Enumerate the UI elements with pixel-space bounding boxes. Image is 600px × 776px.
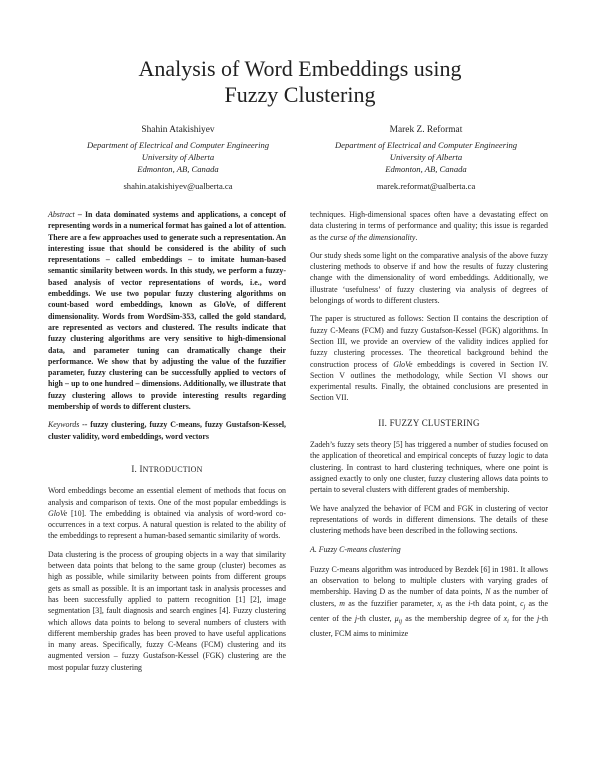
keywords-label: Keywords <box>48 420 80 430</box>
math-var: c <box>520 598 524 608</box>
text-run: as the membership degree of <box>402 613 504 623</box>
math-var: j <box>354 613 358 623</box>
math-subscript: i <box>507 618 509 625</box>
text-run: embeddings is covered in Section IV. Section V outlines the methodology, while Section VI shows our experimental results. Finally, the obtained conclusions are presented in Section VII. <box>310 359 548 403</box>
author-email[interactable]: marek.reformat@ualberta.ca <box>376 181 476 191</box>
math-subscript: ij <box>398 618 403 625</box>
text-emphasis: GloVe <box>393 359 413 369</box>
right-paragraph-4: Zadeh’s fuzzy sets theory [5] has triggered a number of studies focused on the application of theoretical and empirical concepts of fuzzy logic to data clustering. In contrast to hard clustering techniques, where one point is assigned exactly to only one cluster, fuzzy clustering allows data points to pertain to several clusters with different grades of membership. <box>310 440 548 495</box>
math-var: N <box>485 587 491 597</box>
author-city: Edmonton, AB, Canada <box>385 164 467 174</box>
text-run: Fuzzy C-means algorithm was introduced by Bezdek [6] in 1981. It allows an observation to belong to multiple clusters with varying grades of membership. Having D as the number of data points, <box>310 564 548 597</box>
text-run: as the center of the <box>310 598 548 623</box>
text-run: as the fuzzifier parameter, <box>345 598 438 608</box>
text-emphasis: GloVe <box>48 508 68 518</box>
text-run: [10]. The embedding is obtained via analysis of word-word co-occurrences in a text corpus. A natural question is related to the ability of the embeddings to represent a human-based semantic similarity of words. <box>48 508 286 541</box>
text-run: as the number of clusters, <box>310 587 548 608</box>
right-paragraph-6 <box>310 564 548 640</box>
author-city: Edmonton, AB, Canada <box>137 164 219 174</box>
right-paragraph-5: We have analyzed the behavior of FCM and FGK in clustering of vector representations of words in different dimensions. The details of these clustering methods have been described in the following sections. <box>310 503 548 536</box>
math-subscript: j <box>523 603 526 610</box>
author-department: Department of Electrical and Computer Engineering <box>334 140 518 150</box>
author-name: Marek Z. Reformat <box>389 125 463 135</box>
section-heading-rest: NTRODUCTION <box>142 464 203 474</box>
abstract-label: Abstract <box>48 210 75 219</box>
text-emphasis: curse of the dimensionality <box>330 232 416 242</box>
math-var: μ <box>394 613 399 623</box>
author-email[interactable]: shahin.atakishiyev@ualberta.ca <box>123 181 233 191</box>
text-run: -th cluster, FCM aims to minimize <box>310 613 549 639</box>
author-university: University of Alberta <box>141 152 215 162</box>
right-paragraph-3 <box>310 313 548 403</box>
section-heading-initial: I <box>139 463 143 474</box>
math-var: x <box>503 613 508 623</box>
section-numeral: I. <box>131 463 137 474</box>
text-run: -th cluster, <box>357 613 395 623</box>
abstract-text: – In data dominated systems and applications, a concept of representing words in a numerical format has gained a lot of attention. There are a few approaches used to generate such a representation. An interesting issue that should be considered is the ability of such representations – called embeddings – to imitate human-based semantic similarity between words. In this study, we perform a fuzzy-based analysis of vector representations of words, i.e., word embeddings. We use two popular fuzzy clustering algorithms on count-based word embeddings, known as GloVe, of different dimensionality. Words from WordSim-353, called the gold standard, are represented as vectors and clustered. The results indicate that fuzzy clustering algorithms are very sensitive to high-dimensional data, and parameter tuning can dramatically change their performance. We show that by adjusting the value of the fuzzifier parameter, fuzzy clustering can be successfully applied to vectors of high – up to one hundred – dimensions. Additionally, we illustrate that fuzzy clustering allows to provide interesting results regarding membership of words to different clusters. <box>48 210 286 412</box>
text-run: techniques. High-dimensional spaces often have a devastating effect on data clustering in terms of performance and quality; this issue is regarded as the <box>310 210 548 242</box>
title-line-1: Analysis of Word Embeddings using <box>138 56 462 81</box>
intro-paragraph-2: Data clustering is the process of grouping objects in a way that similarity between data points that belong to the same group (cluster) becomes as high as possible, while similarity between points from different groups gets as small as possible. It is an important task in analysis processes and has been successfully applied to pattern recognition [1] [2], image segmentation [3], fault diagnosis and search engines [4]. Fuzzy clustering which allows data points to belong to several numbers of clusters with different membership grades has been proved to have useful applications in many areas. Specifically, fuzzy C-Means (FCM) clustering and its augmented version – fuzzy Gustafson-Kessel (FGK) clustering are the most popular fuzzy clustering <box>48 549 286 672</box>
author-block-1 <box>48 124 308 192</box>
author-department: Department of Electrical and Computer Engineering <box>86 140 270 150</box>
section-heading-fuzzy-clustering: II. FUZZY CLUSTERING <box>378 417 480 428</box>
abstract-paragraph <box>48 209 286 412</box>
text-run: . <box>415 232 418 242</box>
text-run: for the <box>508 613 538 623</box>
intro-paragraph-1 <box>48 485 286 541</box>
right-paragraph-2: Our study sheds some light on the comparative analysis of the above fuzzy clustering methods to observe if and how the results of fuzzy clustering change with the dimensionality of word embeddings. Additionally, we illustrate ‘usefulness’ of fuzzy clustering via analysis of degrees of belongings of words to different clusters. <box>310 250 548 306</box>
math-var: i <box>468 598 471 608</box>
math-var: j <box>537 613 540 623</box>
text-run: Word embeddings become an essential element of methods that focus on analysis and comparison of texts. One of the most popular embeddings is <box>48 486 286 507</box>
text-run: The paper is structured as follows: Section II contains the description of fuzzy C-Means (FCM) and fuzzy Gustafson-Kessel (FGK) algorithms. In Section III, we provide an overview of the validity indices applied for fuzzy clustering processes. The theoretical background behind the construction process of <box>310 314 548 369</box>
paper-title <box>60 56 540 108</box>
title-line-2: Fuzzy Clustering <box>224 82 376 107</box>
math-var: x <box>437 598 441 608</box>
right-paragraph-1 <box>310 209 548 243</box>
right-column <box>310 209 548 647</box>
keywords-text: -- fuzzy clustering, fuzzy C-means, fuzzy Gustafson-Kessel, cluster validity, word embeddings, word vectors <box>48 420 286 441</box>
keywords-paragraph <box>48 419 286 442</box>
author-university: University of Alberta <box>389 152 463 162</box>
math-var: m <box>339 598 345 608</box>
author-name: Shahin Atakishiyev <box>141 125 215 135</box>
text-run: -th data point, <box>470 598 521 608</box>
left-column <box>48 209 286 680</box>
text-run: as the <box>442 598 469 608</box>
subsection-heading-fcm: A. Fuzzy C-means clustering <box>310 545 401 555</box>
section-heading-introduction <box>48 464 286 475</box>
math-subscript: i <box>440 603 443 610</box>
author-block-2 <box>296 124 556 192</box>
